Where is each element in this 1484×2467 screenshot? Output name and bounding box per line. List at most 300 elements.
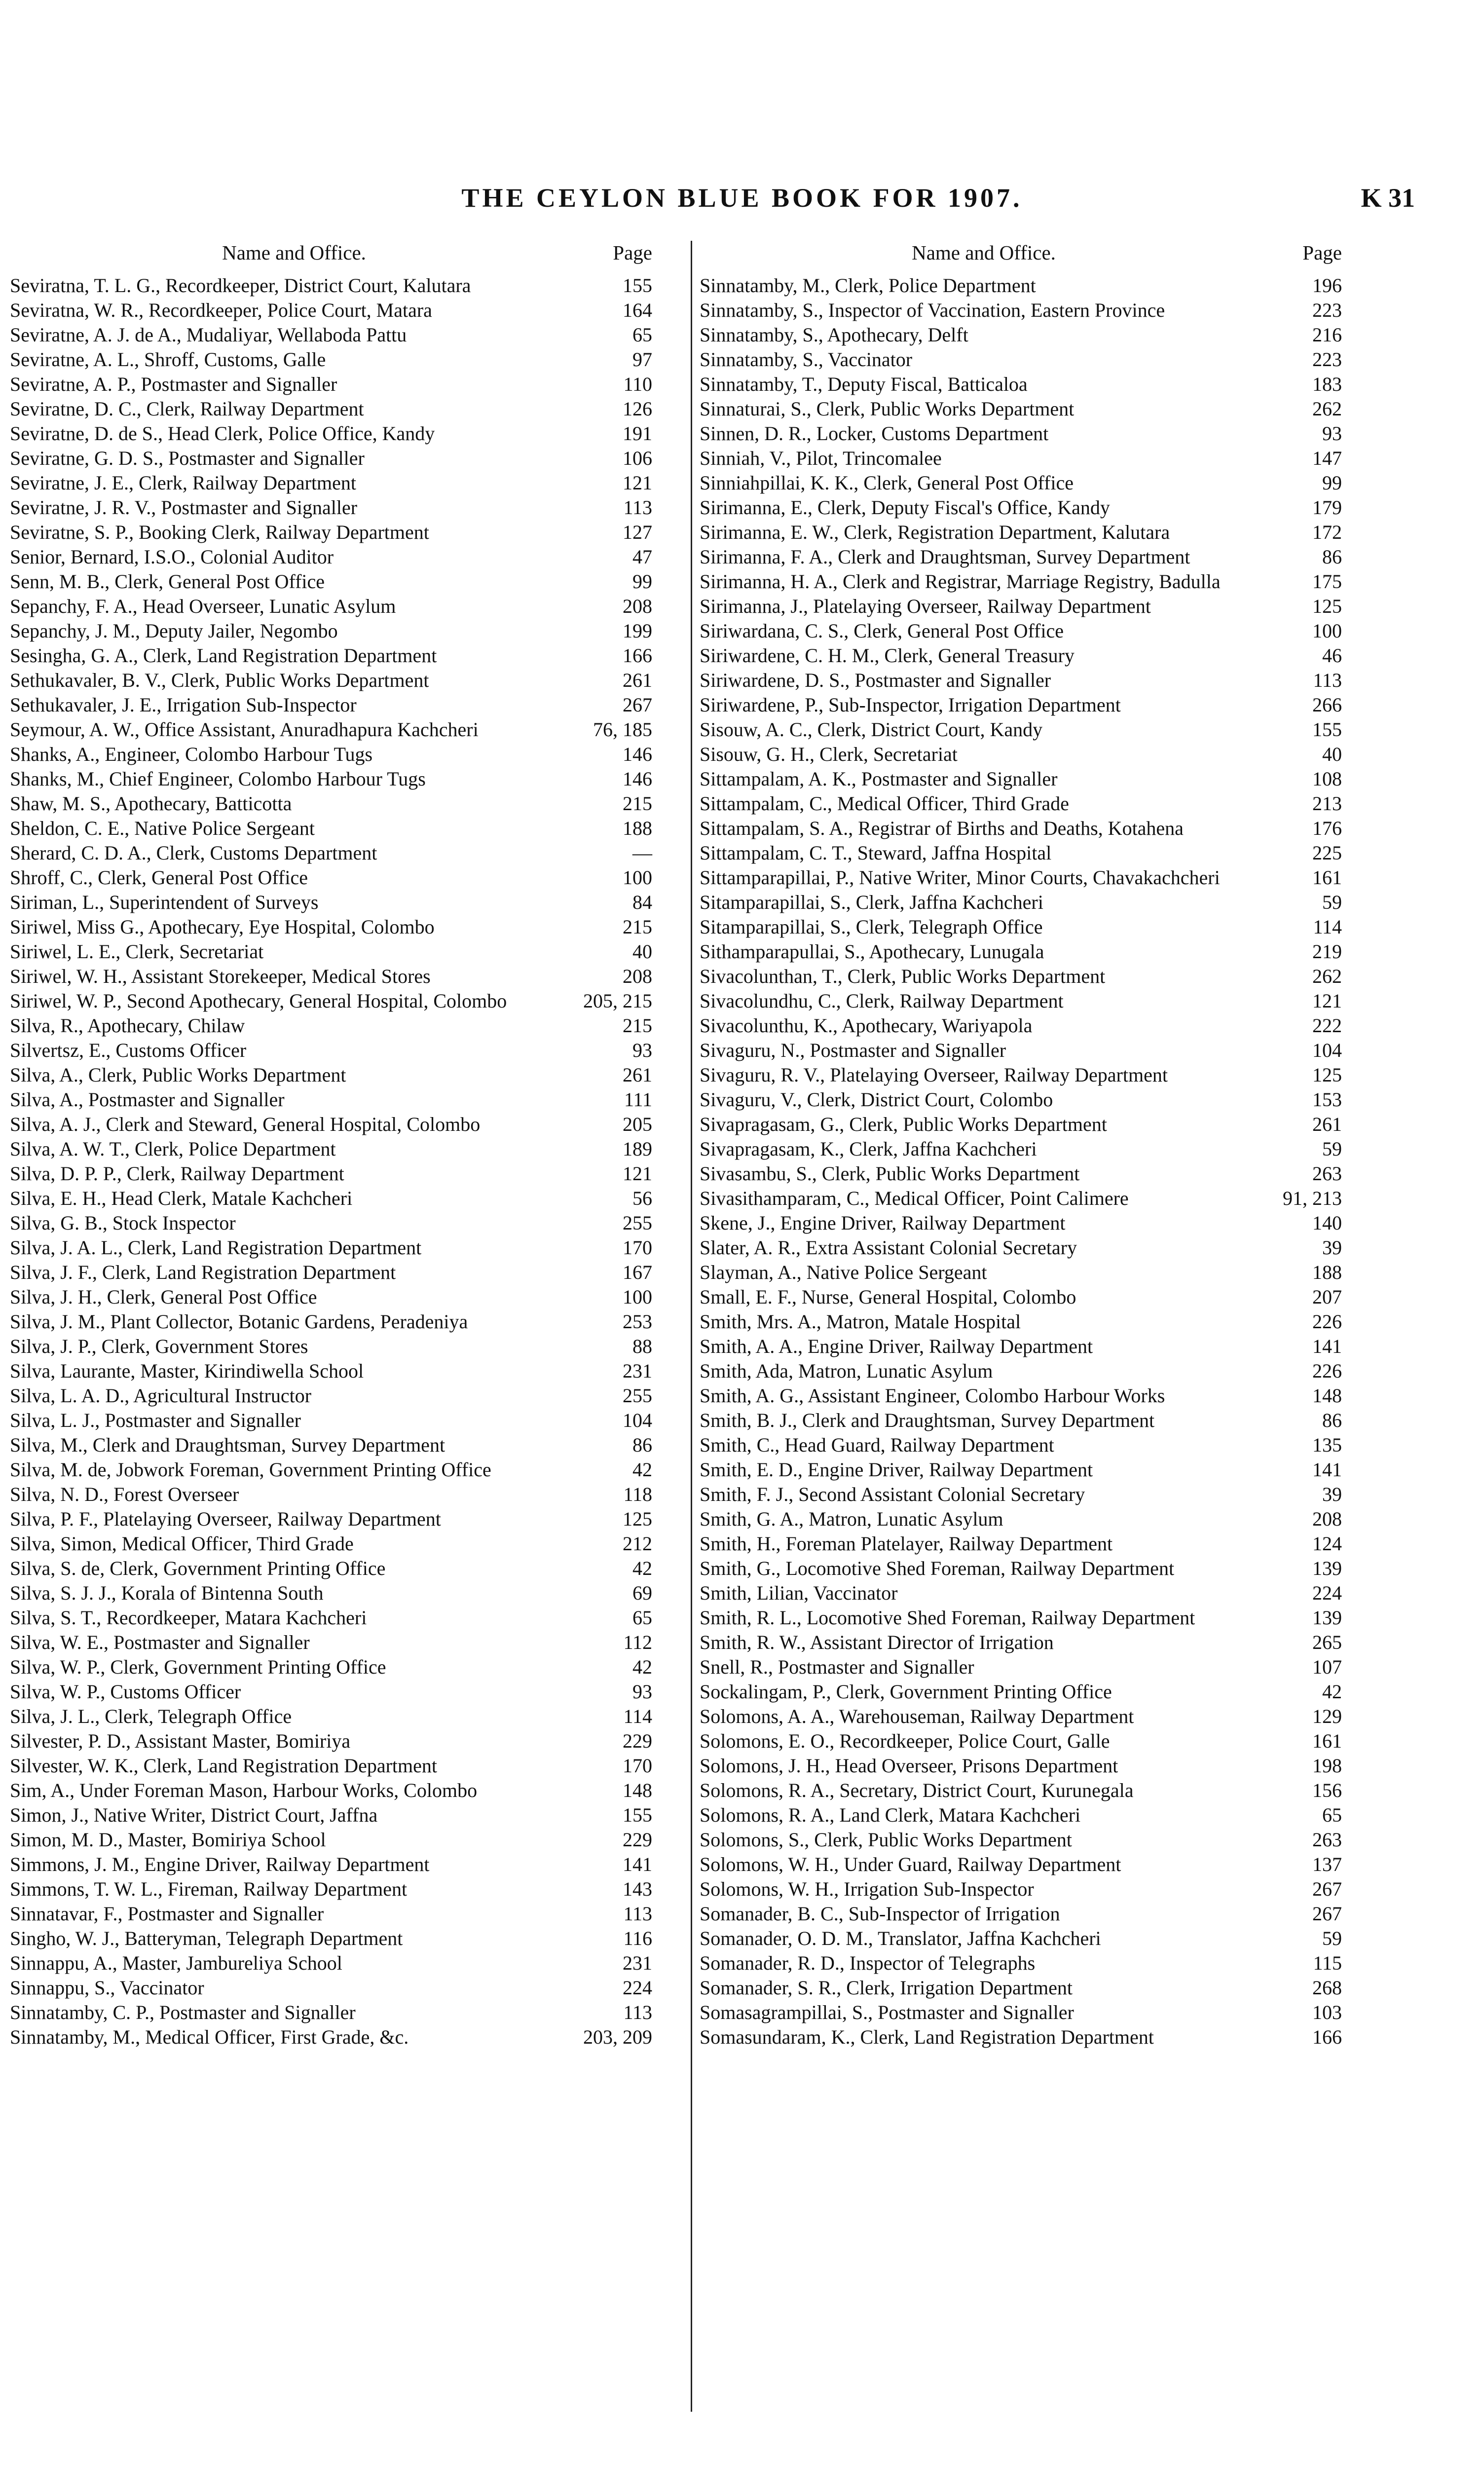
index-entry — [10, 717, 657, 742]
index-entry — [10, 939, 657, 964]
entry-name-office: Sirimanna, E., Clerk, Deputy Fiscal's Office, Kandy — [700, 496, 1110, 519]
entry-name-office: Sinnatamby, M., Clerk, Police Department — [700, 274, 1036, 297]
index-entry — [700, 273, 1347, 298]
index-entry — [10, 1112, 657, 1137]
index-entry — [10, 1260, 657, 1285]
entry-name-office: Senior, Bernard, I.S.O., Colonial Auditor — [10, 546, 334, 568]
entry-page-number: 148 — [623, 1779, 652, 1801]
entry-page-number: 112 — [623, 1631, 652, 1653]
entry-name-office: Sockalingam, P., Clerk, Government Printing Office — [700, 1681, 1112, 1703]
entry-page-number: 219 — [1312, 940, 1342, 963]
index-entry — [10, 2025, 657, 2050]
entry-name-office: Siriwel, Miss G., Apothecary, Eye Hospital, Colombo — [10, 916, 435, 938]
entry-name-office: Seviratne, S. P., Booking Clerk, Railway Department — [10, 521, 429, 543]
entry-page-number: 164 — [623, 299, 652, 321]
entry-page-number: 147 — [1312, 447, 1342, 469]
entry-name-office: Seviratne, D. de S., Head Clerk, Police Office, Kandy — [10, 422, 435, 445]
index-entry — [700, 495, 1347, 520]
entry-page-number: 261 — [623, 669, 652, 691]
entry-page-number: 226 — [1312, 1360, 1342, 1382]
index-entry — [10, 865, 657, 890]
index-entry — [10, 1359, 657, 1383]
index-entry — [700, 1852, 1347, 1877]
left-entry-list — [10, 273, 657, 2050]
index-entry — [10, 1926, 657, 1951]
index-entry — [700, 1754, 1347, 1778]
entry-page-number: 212 — [623, 1533, 652, 1555]
entry-name-office: Sinnatamby, T., Deputy Fiscal, Batticaloa — [700, 373, 1028, 395]
entry-name-office: Simon, M. D., Master, Bomiriya School — [10, 1829, 326, 1851]
name-office-heading: Name and Office. — [222, 241, 366, 264]
index-entry — [10, 1038, 657, 1063]
entry-page-number: 231 — [623, 1952, 652, 1974]
index-entry — [10, 1951, 657, 1976]
entry-name-office: Sinnatamby, S., Apothecary, Delft — [700, 324, 968, 346]
index-entry — [700, 1507, 1347, 1532]
index-entry — [700, 1112, 1347, 1137]
index-entry — [700, 545, 1347, 569]
index-entry — [700, 643, 1347, 668]
entry-page-number: 40 — [632, 940, 652, 963]
index-entry — [700, 1235, 1347, 1260]
entry-name-office: Sivaguru, V., Clerk, District Court, Colombo — [700, 1088, 1053, 1111]
entry-page-number: 265 — [1312, 1631, 1342, 1653]
entry-page-number: 42 — [632, 1557, 652, 1579]
entry-name-office: Sinnatamby, S., Vaccinator — [700, 348, 913, 371]
entry-name-office: Silva, W. P., Clerk, Government Printing Office — [10, 1656, 386, 1678]
entry-page-number: 104 — [623, 1409, 652, 1431]
entry-name-office: Shroff, C., Clerk, General Post Office — [10, 866, 308, 889]
entry-name-office: Sisouw, G. H., Clerk, Secretariat — [700, 743, 958, 765]
entry-name-office: Sitamparapillai, S., Clerk, Jaffna Kachcheri — [700, 891, 1043, 913]
entry-page-number: 146 — [623, 768, 652, 790]
entry-name-office: Smith, A. G., Assistant Engineer, Colombo Harbour Works — [700, 1384, 1165, 1407]
index-entry — [10, 1137, 657, 1161]
entry-name-office: Smith, Ada, Matron, Lunatic Asylum — [700, 1360, 993, 1382]
index-entry — [10, 1704, 657, 1729]
index-entry — [10, 446, 657, 471]
index-entry — [10, 1803, 657, 1828]
entry-name-office: Silva, R., Apothecary, Chilaw — [10, 1014, 245, 1037]
entry-page-number: 223 — [1312, 348, 1342, 371]
entry-name-office: Silva, A., Clerk, Public Works Department — [10, 1064, 346, 1086]
entry-page-number: 141 — [1312, 1335, 1342, 1357]
index-entry — [700, 1951, 1347, 1976]
index-entry — [10, 298, 657, 323]
entry-name-office: Seviratne, D. C., Clerk, Railway Department — [10, 398, 364, 420]
entry-name-office: Sethukavaler, J. E., Irrigation Sub-Inspector — [10, 694, 357, 716]
index-entry — [10, 421, 657, 446]
index-entry — [700, 1137, 1347, 1161]
index-entry — [700, 421, 1347, 446]
index-entry — [10, 841, 657, 865]
entry-page-number: 205 — [623, 1113, 652, 1135]
entry-page-number: 125 — [623, 1508, 652, 1530]
index-entry — [10, 1754, 657, 1778]
entry-name-office: Silva, S. de, Clerk, Government Printing Office — [10, 1557, 386, 1579]
index-entry — [700, 397, 1347, 421]
entry-page-number: 203, 209 — [583, 2026, 652, 2048]
entry-name-office: Slater, A. R., Extra Assistant Colonial Secretary — [700, 1236, 1077, 1259]
entry-page-number: 253 — [623, 1310, 652, 1333]
entry-name-office: Seviratna, W. R., Recordkeeper, Police Court, Matara — [10, 299, 432, 321]
entry-name-office: Silvertsz, E., Customs Officer — [10, 1039, 247, 1061]
entry-page-number: 129 — [1312, 1705, 1342, 1727]
entry-page-number: 114 — [623, 1705, 652, 1727]
index-entry — [10, 693, 657, 717]
index-entry — [700, 791, 1347, 816]
entry-name-office: Sittampalam, A. K., Postmaster and Signaller — [700, 768, 1058, 790]
left-column-header — [10, 241, 657, 273]
index-entry — [700, 347, 1347, 372]
entry-name-office: Silva, Simon, Medical Officer, Third Grade — [10, 1533, 354, 1555]
entry-page-number: 113 — [623, 2001, 652, 2023]
index-entry — [10, 1532, 657, 1556]
entry-name-office: Silva, J. L., Clerk, Telegraph Office — [10, 1705, 292, 1727]
entry-name-office: Seviratne, J. R. V., Postmaster and Signaller — [10, 496, 358, 519]
entry-name-office: Sithamparapullai, S., Apothecary, Lunugala — [700, 940, 1044, 963]
entry-page-number: 155 — [1312, 718, 1342, 741]
index-entry — [700, 1556, 1347, 1581]
entry-page-number: 199 — [623, 620, 652, 642]
index-entry — [700, 569, 1347, 594]
index-entry — [10, 471, 657, 495]
index-entry — [700, 1630, 1347, 1655]
index-entry — [10, 520, 657, 545]
entry-name-office: Small, E. F., Nurse, General Hospital, Colombo — [700, 1286, 1076, 1308]
index-entry — [700, 1186, 1347, 1211]
entry-page-number: 188 — [1312, 1261, 1342, 1283]
index-entry — [700, 1063, 1347, 1087]
entry-page-number: 224 — [1312, 1582, 1342, 1604]
index-entry — [10, 767, 657, 791]
index-entry — [700, 520, 1347, 545]
index-entry — [700, 1334, 1347, 1359]
entry-name-office: Seviratne, J. E., Clerk, Railway Department — [10, 472, 357, 494]
index-entry — [10, 1235, 657, 1260]
entry-name-office: Somasagrampillai, S., Postmaster and Signaller — [700, 2001, 1074, 2023]
index-entry — [10, 1285, 657, 1309]
entry-name-office: Solomons, R. A., Land Clerk, Matara Kachcheri — [700, 1804, 1081, 1826]
index-entry — [10, 1581, 657, 1606]
index-entry — [10, 397, 657, 421]
index-entry — [10, 1211, 657, 1235]
entry-page-number: 115 — [1313, 1952, 1342, 1974]
entry-page-number: 205, 215 — [583, 990, 652, 1012]
index-entry — [700, 1482, 1347, 1507]
index-entry — [10, 1063, 657, 1087]
entry-name-office: Sivasambu, S., Clerk, Public Works Department — [700, 1162, 1080, 1185]
index-entry — [700, 594, 1347, 619]
entry-name-office: Siriwardene, P., Sub-Inspector, Irrigation Department — [700, 694, 1121, 716]
entry-page-number: 106 — [623, 447, 652, 469]
index-entry — [10, 742, 657, 767]
entry-page-number: 161 — [1312, 866, 1342, 889]
entry-name-office: Siriwel, L. E., Clerk, Secretariat — [10, 940, 264, 963]
index-entry — [700, 372, 1347, 397]
index-entry — [700, 2025, 1347, 2050]
entry-name-office: Somanader, B. C., Sub-Inspector of Irrigation — [700, 1903, 1060, 1925]
entry-page-number: 263 — [1312, 1162, 1342, 1185]
index-entry — [10, 273, 657, 298]
entry-name-office: Sinnaturai, S., Clerk, Public Works Department — [700, 398, 1075, 420]
index-entry — [700, 1458, 1347, 1482]
entry-page-number: 121 — [623, 472, 652, 494]
entry-page-number: 175 — [1312, 570, 1342, 593]
entry-page-number: 255 — [623, 1212, 652, 1234]
index-entry — [10, 668, 657, 693]
entry-page-number: 59 — [1322, 891, 1342, 913]
entry-name-office: Silvester, P. D., Assistant Master, Bomiriya — [10, 1730, 351, 1752]
entry-page-number: 208 — [623, 595, 652, 617]
entry-name-office: Seviratne, G. D. S., Postmaster and Signaller — [10, 447, 365, 469]
index-entry — [700, 619, 1347, 643]
entry-page-number: 166 — [1312, 2026, 1342, 2048]
entry-page-number: 42 — [632, 1656, 652, 1678]
entry-name-office: Silva, P. F., Platelaying Overseer, Railway Department — [10, 1508, 441, 1530]
index-entry — [700, 1704, 1347, 1729]
index-entry — [10, 1630, 657, 1655]
entry-page-number: 229 — [623, 1829, 652, 1851]
entry-page-number: 172 — [1312, 521, 1342, 543]
index-entry — [700, 446, 1347, 471]
entry-name-office: Smith, F. J., Second Assistant Colonial Secretary — [700, 1483, 1085, 1505]
entry-name-office: Sivacolunthu, K., Apothecary, Wariyapola — [700, 1014, 1033, 1037]
index-entry — [10, 1778, 657, 1803]
index-entry — [10, 964, 657, 989]
entry-name-office: Simmons, J. M., Engine Driver, Railway Department — [10, 1853, 430, 1875]
index-entry — [700, 1433, 1347, 1458]
entry-page-number: 189 — [623, 1138, 652, 1160]
entry-name-office: Sethukavaler, B. V., Clerk, Public Works Department — [10, 669, 429, 691]
entry-page-number: 207 — [1312, 1286, 1342, 1308]
name-office-heading: Name and Office. — [912, 241, 1056, 264]
index-entry — [10, 1976, 657, 2000]
index-entry — [10, 1161, 657, 1186]
index-entry — [700, 865, 1347, 890]
entry-name-office: Silva, N. D., Forest Overseer — [10, 1483, 239, 1505]
index-entry — [700, 323, 1347, 347]
index-entry — [700, 1532, 1347, 1556]
index-entry — [700, 1581, 1347, 1606]
entry-page-number: 121 — [1312, 990, 1342, 1012]
index-entry — [10, 1902, 657, 1926]
entry-page-number: 93 — [632, 1681, 652, 1703]
right-entry-list — [700, 273, 1347, 2050]
entry-name-office: Silva, M., Clerk and Draughtsman, Survey Department — [10, 1434, 445, 1456]
entry-name-office: Silva, Laurante, Master, Kirindiwella School — [10, 1360, 364, 1382]
page-title: THE CEYLON BLUE BOOK FOR 1907. — [461, 183, 1023, 213]
index-entry — [700, 1359, 1347, 1383]
entry-name-office: Smith, A. A., Engine Driver, Railway Department — [700, 1335, 1093, 1357]
entry-name-office: Siriwel, W. H., Assistant Storekeeper, Medical Stores — [10, 965, 431, 987]
index-entry — [10, 816, 657, 841]
entry-page-number: 215 — [623, 792, 652, 815]
entry-page-number: 261 — [1312, 1113, 1342, 1135]
entry-page-number: 40 — [1322, 743, 1342, 765]
entry-page-number: 216 — [1312, 324, 1342, 346]
entry-name-office: Slayman, A., Native Police Sergeant — [700, 1261, 987, 1283]
entry-name-office: Solomons, S., Clerk, Public Works Department — [700, 1829, 1072, 1851]
entry-page-number: 263 — [1312, 1829, 1342, 1851]
index-entry — [700, 1926, 1347, 1951]
index-entry — [700, 1038, 1347, 1063]
entry-page-number: 103 — [1312, 2001, 1342, 2023]
entry-name-office: Smith, R. L., Locomotive Shed Foreman, Railway Department — [700, 1607, 1195, 1629]
entry-name-office: Seymour, A. W., Office Assistant, Anuradhapura Kachcheri — [10, 718, 479, 741]
entry-page-number: 69 — [632, 1582, 652, 1604]
entry-page-number: 215 — [623, 1014, 652, 1037]
index-entry — [700, 1729, 1347, 1754]
page-header — [0, 183, 1484, 222]
index-entry — [700, 1680, 1347, 1704]
entry-page-number: 127 — [623, 521, 652, 543]
entry-name-office: Sepanchy, J. M., Deputy Jailer, Negombo — [10, 620, 338, 642]
index-entry — [10, 1729, 657, 1754]
entry-page-number: 84 — [632, 891, 652, 913]
index-entry — [10, 1877, 657, 1902]
entry-name-office: Somanader, O. D. M., Translator, Jaffna Kachcheri — [700, 1927, 1101, 1949]
index-entry — [10, 569, 657, 594]
index-entry — [700, 668, 1347, 693]
entry-page-number: 268 — [1312, 1977, 1342, 1999]
entry-name-office: Sivacolunthan, T., Clerk, Public Works Department — [700, 965, 1106, 987]
entry-page-number: 113 — [623, 1903, 652, 1925]
index-entry — [10, 1655, 657, 1680]
entry-page-number: 229 — [623, 1730, 652, 1752]
entry-page-number: 47 — [632, 546, 652, 568]
index-entry — [700, 1877, 1347, 1902]
entry-name-office: Sinnappu, A., Master, Jambureliya School — [10, 1952, 342, 1974]
index-entry — [700, 939, 1347, 964]
index-entry — [700, 1087, 1347, 1112]
index-entry — [700, 1902, 1347, 1926]
entry-name-office: Somanader, R. D., Inspector of Telegraphs — [700, 1952, 1036, 1974]
index-entry — [10, 1433, 657, 1458]
entry-page-number: 88 — [632, 1335, 652, 1357]
entry-page-number: 208 — [1312, 1508, 1342, 1530]
column-divider — [691, 241, 692, 2412]
entry-page-number: 104 — [1312, 1039, 1342, 1061]
entry-name-office: Smith, G., Locomotive Shed Foreman, Railway Department — [700, 1557, 1175, 1579]
entry-name-office: Sivaguru, N., Postmaster and Signaller — [700, 1039, 1006, 1061]
entry-name-office: Sinnatavar, F., Postmaster and Signaller — [10, 1903, 324, 1925]
entry-page-number: 93 — [1322, 422, 1342, 445]
entry-name-office: Sepanchy, F. A., Head Overseer, Lunatic Asylum — [10, 595, 396, 617]
entry-name-office: Shaw, M. S., Apothecary, Batticotta — [10, 792, 292, 815]
index-entry — [700, 1161, 1347, 1186]
entry-page-number: 139 — [1312, 1607, 1342, 1629]
index-entry — [10, 619, 657, 643]
entry-page-number: 231 — [623, 1360, 652, 1382]
index-entry — [10, 1606, 657, 1630]
entry-name-office: Simmons, T. W. L., Fireman, Railway Department — [10, 1878, 408, 1900]
entry-name-office: Sivaguru, R. V., Platelaying Overseer, Railway Department — [700, 1064, 1168, 1086]
entry-page-number: 42 — [1322, 1681, 1342, 1703]
entry-name-office: Smith, Mrs. A., Matron, Matale Hospital — [700, 1310, 1021, 1333]
index-entry — [700, 1976, 1347, 2000]
entry-page-number: 108 — [1312, 768, 1342, 790]
entry-name-office: Senn, M. B., Clerk, General Post Office — [10, 570, 325, 593]
index-entry — [10, 323, 657, 347]
entry-page-number: 39 — [1322, 1236, 1342, 1259]
entry-name-office: Silva, A. J., Clerk and Steward, General Hospital, Colombo — [10, 1113, 481, 1135]
entry-name-office: Smith, C., Head Guard, Railway Department — [700, 1434, 1054, 1456]
entry-name-office: Sivacolundhu, C., Clerk, Railway Department — [700, 990, 1064, 1012]
entry-page-number: 262 — [1312, 965, 1342, 987]
entry-name-office: Sittamparapillai, P., Native Writer, Minor Courts, Chavakachcheri — [700, 866, 1220, 889]
index-entry — [700, 742, 1347, 767]
entry-page-number: 116 — [623, 1927, 652, 1949]
entry-name-office: Seviratne, A. P., Postmaster and Signaller — [10, 373, 337, 395]
index-entry — [700, 298, 1347, 323]
entry-page-number: 267 — [623, 694, 652, 716]
entry-page-number: 196 — [1312, 274, 1342, 297]
entry-page-number: 107 — [1312, 1656, 1342, 1678]
index-entry — [10, 1309, 657, 1334]
entry-name-office: Sinnen, D. R., Locker, Customs Department — [700, 422, 1049, 445]
right-column — [700, 241, 1347, 2050]
entry-name-office: Silva, G. B., Stock Inspector — [10, 1212, 236, 1234]
entry-name-office: Sitamparapillai, S., Clerk, Telegraph Office — [700, 916, 1043, 938]
entry-page-number: 76, 185 — [593, 718, 652, 741]
entry-page-number: 113 — [1313, 669, 1342, 691]
index-entry — [700, 471, 1347, 495]
page-heading: Page — [613, 241, 652, 264]
index-entry — [700, 1260, 1347, 1285]
entry-page-number: 39 — [1322, 1483, 1342, 1505]
entry-name-office: Sinniah, V., Pilot, Trincomalee — [700, 447, 942, 469]
entry-page-number: 267 — [1312, 1903, 1342, 1925]
entry-name-office: Solomons, A. A., Warehouseman, Railway Department — [700, 1705, 1134, 1727]
entry-name-office: Sim, A., Under Foreman Mason, Harbour Works, Colombo — [10, 1779, 478, 1801]
entry-name-office: Silva, W. E., Postmaster and Signaller — [10, 1631, 310, 1653]
entry-page-number: 110 — [623, 373, 652, 395]
entry-page-number: 97 — [632, 348, 652, 371]
entry-name-office: Sivasithamparam, C., Medical Officer, Point Calimere — [700, 1187, 1129, 1209]
entry-name-office: Somasundaram, K., Clerk, Land Registration Department — [700, 2026, 1154, 2048]
entry-name-office: Seviratne, A. J. de A., Mudaliyar, Wellaboda Pattu — [10, 324, 407, 346]
index-entry — [700, 1655, 1347, 1680]
entry-page-number: 65 — [632, 324, 652, 346]
entry-name-office: Sirimanna, J., Platelaying Overseer, Railway Department — [700, 595, 1151, 617]
entry-name-office: Sinnatamby, S., Inspector of Vaccination, Eastern Province — [700, 299, 1165, 321]
entry-name-office: Siriwardana, C. S., Clerk, General Post Office — [700, 620, 1064, 642]
entry-name-office: Silva, A. W. T., Clerk, Police Department — [10, 1138, 336, 1160]
entry-name-office: Seviratna, T. L. G., Recordkeeper, District Court, Kalutara — [10, 274, 471, 297]
entry-name-office: Smith, R. W., Assistant Director of Irrigation — [700, 1631, 1054, 1653]
entry-name-office: Singho, W. J., Batteryman, Telegraph Department — [10, 1927, 403, 1949]
entry-page-number: 179 — [1312, 496, 1342, 519]
entry-page-number: 167 — [623, 1261, 652, 1283]
entry-page-number: 198 — [1312, 1755, 1342, 1777]
entry-name-office: Silva, M. de, Jobwork Foreman, Government Printing Office — [10, 1458, 491, 1481]
index-entry — [700, 767, 1347, 791]
entry-name-office: Shanks, A., Engineer, Colombo Harbour Tugs — [10, 743, 373, 765]
entry-name-office: Siriwardene, C. H. M., Clerk, General Treasury — [700, 644, 1075, 667]
entry-name-office: Sherard, C. D. A., Clerk, Customs Department — [10, 842, 377, 864]
entry-page-number: 146 — [623, 743, 652, 765]
page-number: K 31 — [1361, 183, 1415, 213]
index-entry — [10, 989, 657, 1013]
entry-name-office: Skene, J., Engine Driver, Railway Department — [700, 1212, 1066, 1234]
index-entry — [700, 841, 1347, 865]
entry-page-number: 135 — [1312, 1434, 1342, 1456]
entry-name-office: Solomons, J. H., Head Overseer, Prisons Department — [700, 1755, 1118, 1777]
entry-page-number: 137 — [1312, 1853, 1342, 1875]
entry-page-number: 114 — [1313, 916, 1342, 938]
index-entry — [700, 1013, 1347, 1038]
